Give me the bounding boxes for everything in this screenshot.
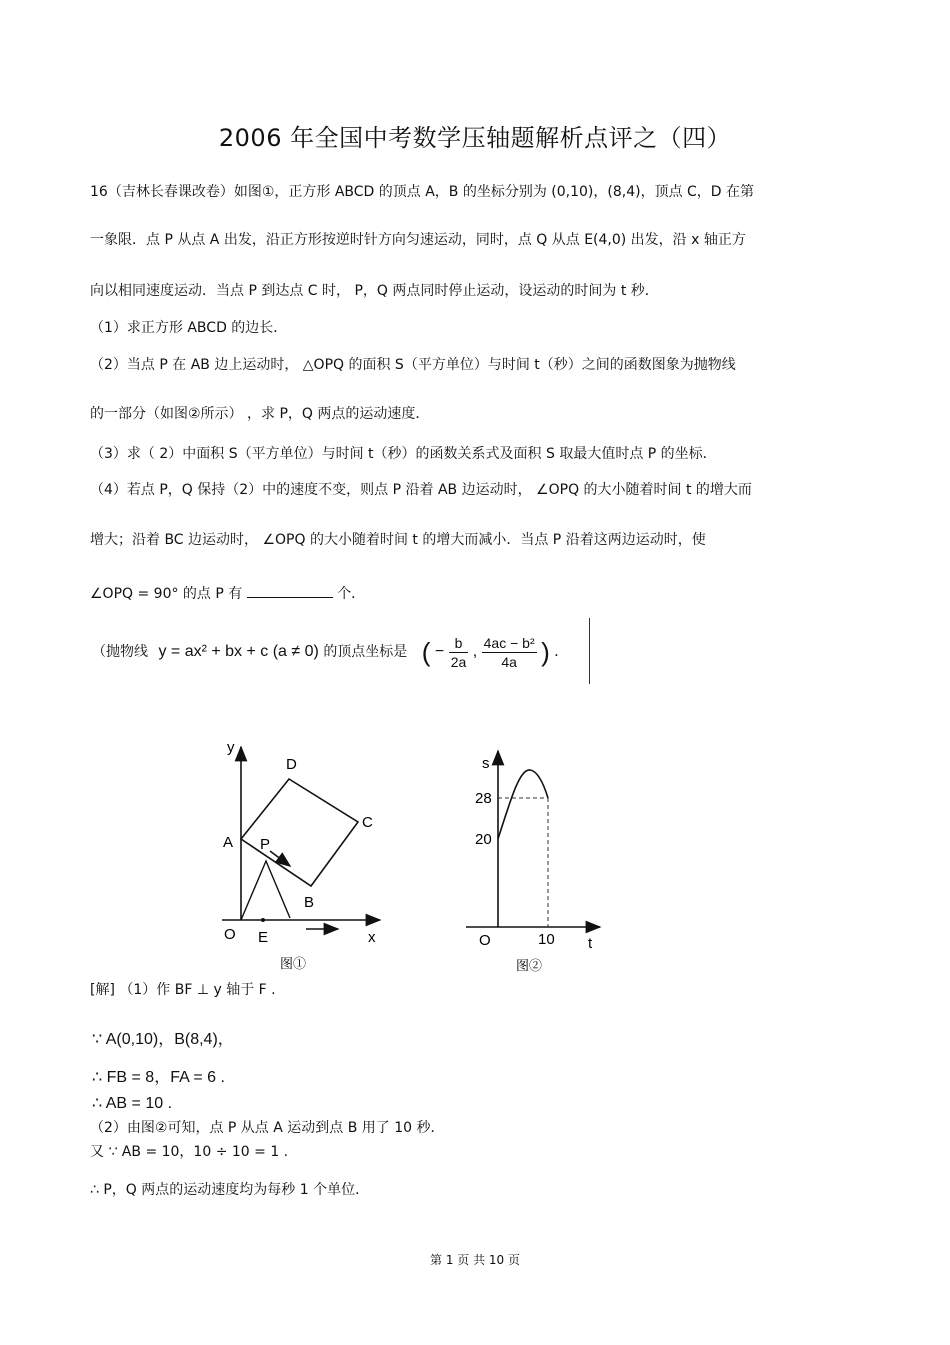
problem-line-3: 向以相同速度运动．当点 P 到达点 C 时， P，Q 两点同时停止运动，设运动的时间为 t 秒．: [90, 283, 659, 299]
tick-20: 20: [475, 831, 492, 848]
vertex-y-fraction: [482, 634, 537, 671]
hint-prefix: （抛物线: [92, 644, 148, 660]
p-direction-arrow: [270, 851, 290, 866]
question-2a: （2）当点 P 在 AB 边上运动时， △OPQ 的面积 S（平方单位）与时间 t（秒）之间的函数图象为抛物线: [90, 357, 736, 373]
label-s: s: [482, 755, 490, 772]
question-1: （1）求正方形 ABCD 的边长．: [90, 320, 288, 336]
vertex-hint: （抛物线 y = ax² + bx + c (a ≠ 0) 的顶点坐标是 ( − $\frac{b}{2a}$ , $\frac{\text{4ac − b²}}{4a}$ ) ．: [92, 634, 569, 670]
label-o2: O: [479, 932, 491, 949]
label-d: D: [286, 756, 297, 773]
tick-10: 10: [538, 931, 555, 948]
question-4c-end: 个．: [337, 586, 366, 602]
square-abcd: [241, 779, 358, 886]
question-4c-text: ∠OPQ = 90° 的点 P 有: [90, 586, 243, 602]
frac1-numerator: b: [449, 634, 469, 653]
answer-blank: [247, 583, 333, 598]
label-p: P: [260, 836, 271, 853]
question-2b: 的一部分（如图②所示） ，求 P，Q 两点的运动速度．: [90, 406, 430, 422]
label-a: A: [223, 834, 234, 851]
solution-line-2: ∵ A(0,10)，B(8,4)，: [92, 1031, 234, 1048]
frac1-denominator: 2a: [450, 653, 467, 670]
question-3: （3）求（ 2）中面积 S（平方单位）与时间 t（秒）的函数关系式及面积 S 取最大值时点 P 的坐标．: [90, 446, 717, 462]
page-title: 2006 年全国中考数学压轴题解析点评之（四）: [218, 124, 732, 152]
problem-line-2: 一象限．点 P 从点 A 出发，沿正方形按逆时针方向匀速运动，同时，点 Q 从点 E(4,0) 出发，沿 x 轴正方: [90, 232, 746, 248]
figure-2: [460, 745, 610, 975]
label-b: B: [304, 894, 315, 911]
label-x: x: [368, 929, 376, 946]
problem-line-1: 16（吉林长春课改卷）如图①，正方形 ABCD 的顶点 A，B 的坐标分别为 (0,10)，(8,4)，顶点 C，D 在第: [90, 184, 755, 200]
point-e-dot: [261, 918, 265, 922]
solution-line-3: ∴ FB = 8，FA = 6 .: [92, 1069, 225, 1086]
parabola-formula: y = ax² + bx + c (a ≠ 0): [158, 643, 319, 660]
figure-2-caption: 图②: [516, 958, 543, 973]
hint-middle: 的顶点坐标是: [323, 644, 408, 660]
label-e: E: [258, 929, 269, 946]
page-footer: 第 1 页 共 10 页: [430, 1253, 520, 1267]
label-t: t: [588, 935, 593, 952]
solution-line-5: （2）由图②可知，点 P 从点 A 运动到点 B 用了 10 秒．: [90, 1120, 445, 1136]
triangle-opq: [241, 861, 290, 920]
left-paren: (: [421, 637, 431, 667]
question-4b: 增大；沿着 BC 边运动时， ∠OPQ 的大小随着时间 t 的增大而减小．当点 P 沿着这两边运动时，使: [90, 532, 706, 548]
right-paren: ): [541, 637, 550, 667]
parabola-curve: [498, 770, 548, 839]
tick-28: 28: [475, 790, 492, 807]
frac2-denominator: 4a: [501, 653, 517, 670]
frac2-numerator: 4ac − b²: [483, 634, 535, 651]
vertex-x-fraction: [449, 634, 469, 671]
solution-line-7: ∴ P，Q 两点的运动速度均为每秒 1 个单位．: [90, 1182, 370, 1198]
label-c: C: [362, 814, 373, 831]
question-4c: [90, 583, 365, 604]
figure-1: [210, 735, 400, 975]
label-o: O: [224, 926, 236, 943]
figure-1-caption: 图①: [280, 956, 307, 971]
solution-line-1: [解] （1）作 BF ⊥ y 轴于 F .: [90, 982, 276, 998]
solution-line-6: 又 ∵ AB = 10，10 ÷ 10 = 1 .: [90, 1144, 289, 1160]
solution-line-4: ∴ AB = 10 .: [92, 1095, 173, 1112]
hint-end: ．: [554, 644, 569, 660]
divider-line: [589, 618, 590, 684]
label-y: y: [227, 739, 235, 756]
question-4a: （4）若点 P，Q 保持（2）中的速度不变，则点 P 沿着 AB 边运动时， ∠OPQ 的大小随着时间 t 的增大而: [90, 482, 752, 498]
